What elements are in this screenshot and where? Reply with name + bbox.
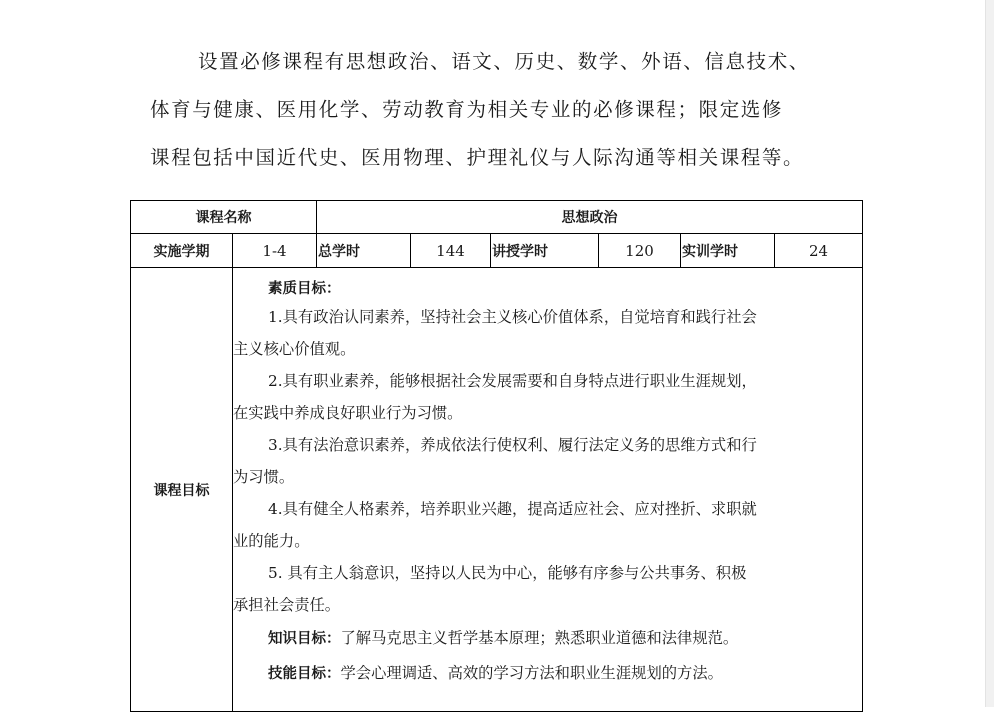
quality-item-3-line-2: 为习惯。	[233, 468, 295, 486]
quality-item-4-line-2: 业的能力。	[233, 532, 310, 550]
quality-goals-title: 素质目标：	[268, 281, 341, 297]
quality-item-4	[233, 493, 860, 557]
lecture-hours-value: 120	[599, 234, 681, 268]
quality-item-5-line-2: 承担社会责任。	[233, 596, 341, 614]
total-hours-value: 144	[411, 234, 491, 268]
intro-line-3: 课程包括中国近代史、医用物理、护理礼仪与人际沟通等相关课程等。	[150, 146, 805, 169]
intro-paragraph	[150, 38, 870, 182]
goals-label: 课程目标	[131, 268, 233, 712]
intro-line-1: 设置必修课程有思想政治、语文、历史、数学、外语、信息技术、	[198, 50, 810, 73]
semester-label: 实施学期	[131, 234, 233, 268]
quality-item-3-line-1: 3.具有法治意识素养，养成依法行使权利、履行法定义务的思维方式和行	[268, 436, 757, 454]
quality-item-2-line-2: 在实践中养成良好职业行为习惯。	[233, 404, 463, 422]
course-name-label: 课程名称	[131, 201, 317, 234]
quality-item-2-line-1: 2.具有职业素养，能够根据社会发展需要和自身特点进行职业生涯规划，	[268, 372, 757, 390]
course-name-value: 思想政治	[317, 201, 863, 234]
skill-goals-label: 技能目标：	[268, 666, 341, 682]
lecture-hours-label: 讲授学时	[491, 234, 599, 268]
semester-value: 1-4	[233, 234, 317, 268]
quality-item-5	[233, 557, 860, 621]
quality-item-1	[233, 301, 860, 365]
quality-item-4-line-1: 4.具有健全人格素养，培养职业兴趣，提高适应社会、应对挫折、求职就	[268, 500, 757, 518]
goals-row	[131, 268, 863, 712]
course-name-row	[131, 201, 863, 234]
knowledge-goals	[268, 621, 860, 656]
hours-row	[131, 234, 863, 268]
knowledge-goals-text: 了解马克思主义哲学基本原理；熟悉职业道德和法律规范。	[340, 629, 739, 647]
course-table	[130, 200, 863, 712]
quality-item-2	[233, 365, 860, 429]
vertical-scrollbar[interactable]	[985, 0, 994, 707]
quality-item-1-line-2: 主义核心价值观。	[233, 340, 356, 358]
quality-item-3	[233, 429, 860, 493]
knowledge-goals-label: 知识目标：	[268, 631, 341, 647]
practice-hours-label: 实训学时	[681, 234, 775, 268]
total-hours-label: 总学时	[317, 234, 411, 268]
practice-hours-value: 24	[775, 234, 863, 268]
skill-goals	[268, 656, 860, 691]
skill-goals-text: 学会心理调适、高效的学习方法和职业生涯规划的方法。	[340, 664, 723, 682]
quality-item-5-line-1: 5. 具有主人翁意识，坚持以人民为中心，能够有序参与公共事务、积极	[268, 564, 747, 582]
quality-item-1-line-1: 1.具有政治认同素养，坚持社会主义核心价值体系，自觉培育和践行社会	[268, 308, 757, 326]
goals-content	[233, 268, 863, 712]
intro-line-2: 体育与健康、医用化学、劳动教育为相关专业的必修课程；限定选修	[150, 98, 784, 121]
